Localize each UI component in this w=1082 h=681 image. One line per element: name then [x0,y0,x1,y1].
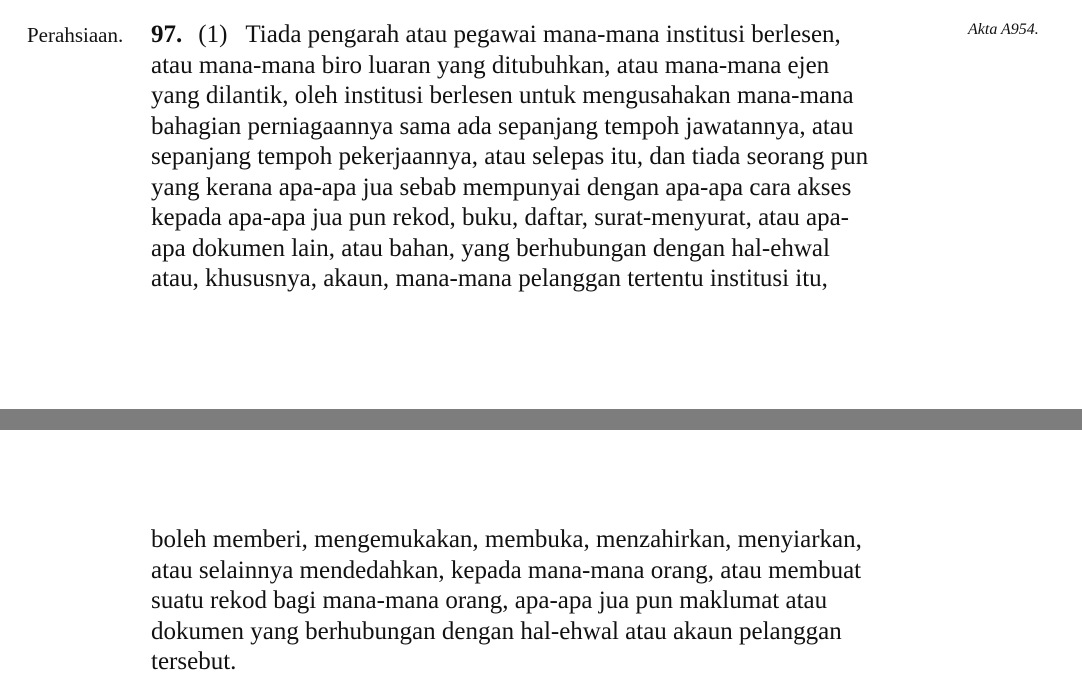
text-line: suatu rekod bagi mana-mana orang, apa-apa jua pun maklumat atau [151,587,828,614]
text-line: atau, khususnya, akaun, mana-mana pelanggan tertentu institusi itu, [151,265,828,292]
margin-note: Perahsiaan. [27,23,124,47]
text-line: yang dilantik, oleh institusi berlesen untuk mengusahakan mana-mana [151,82,854,109]
section-number: 97. [151,21,183,48]
text-line: apa dokumen lain, atau bahan, yang berhubungan dengan hal-ehwal [151,234,830,262]
text-line: atau mana-mana biro luaran yang ditubuhkan, atau mana-mana ejen [151,51,830,79]
page-separator [0,409,1082,430]
text-line: atau selainnya mendedahkan, kepada mana-mana orang, atau membuat [151,556,862,584]
amendment-reference: Akta A954. [968,21,1039,38]
section-97-text [151,20,961,295]
text-line: tersebut. [151,648,237,675]
text-line: yang kerana apa-apa jua sebab mempunyai dengan apa-apa cara akses [151,173,852,201]
text-line: sepanjang tempoh pekerjaannya, atau selepas itu, dan tiada seorang pun [151,143,869,170]
subsection-number: (1) [198,21,228,48]
section-first-line [151,20,961,51]
text-line: dokumen yang berhubungan dengan hal-ehwal atau akaun pelanggan [151,617,842,645]
section-97-continuation [151,525,961,678]
page-bottom [0,430,1082,681]
text-line: kepada apa-apa jua pun rekod, buku, daftar, surat-menyurat, atau apa- [151,204,849,231]
text-line: bahagian perniagaannya sama ada sepanjang tempoh jawatannya, atau [151,112,854,140]
text-line: boleh memberi, mengemukakan, membuka, menzahirkan, menyiarkan, [151,526,862,553]
text-line: Tiada pengarah atau pegawai mana-mana institusi berlesen, [245,21,841,48]
